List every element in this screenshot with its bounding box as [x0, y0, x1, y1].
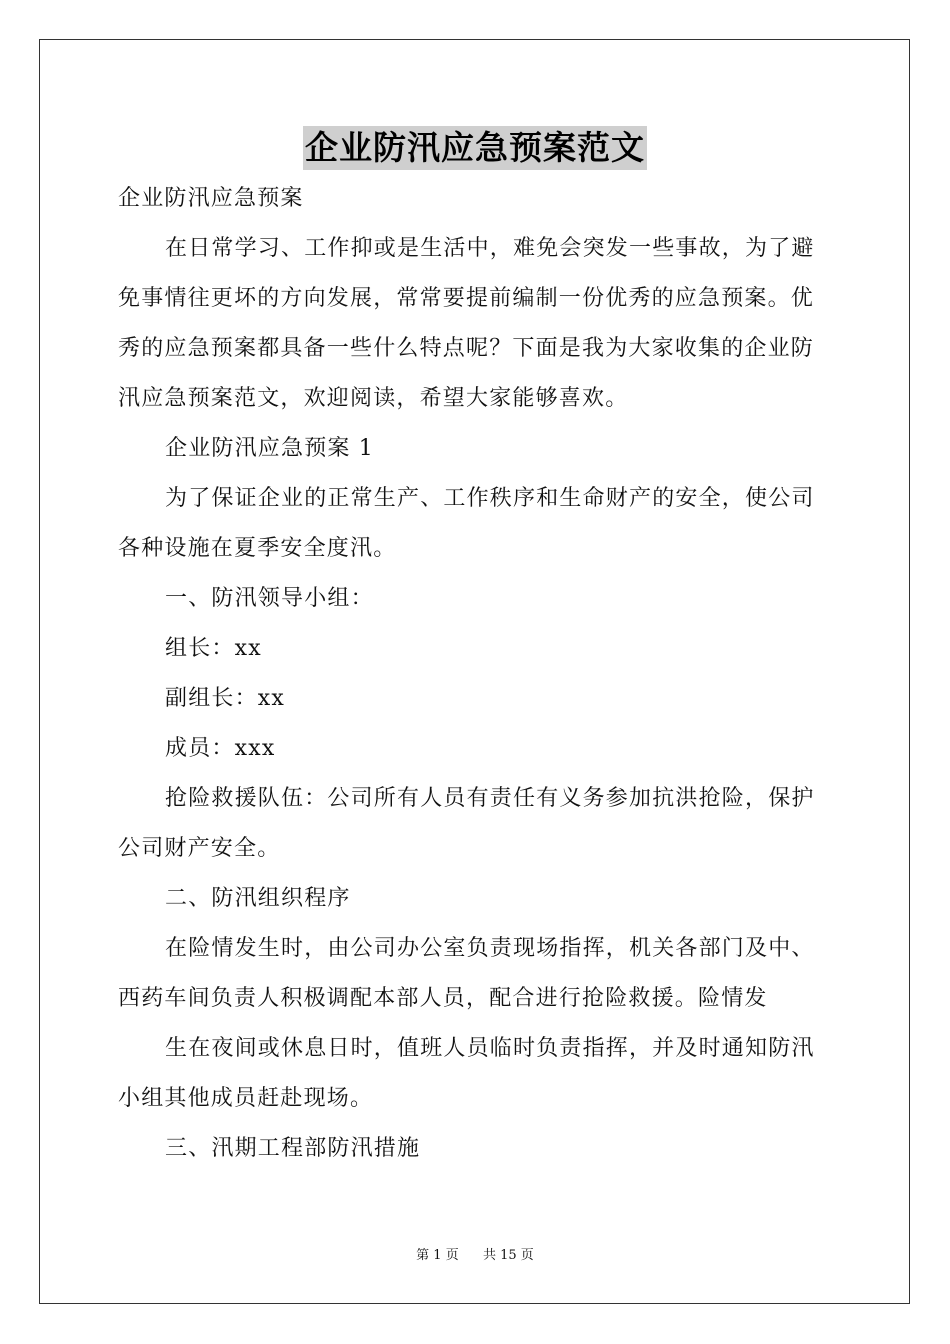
paragraph-line: 成员：xxx	[165, 736, 276, 761]
paragraph-line: 副组长：xx	[165, 686, 286, 711]
page-border	[39, 39, 910, 1304]
section-heading: 企业防汛应急预案 1	[165, 436, 374, 461]
paragraph-line: 在日常学习、工作抑或是生活中，难免会突发一些事故，为了避	[165, 236, 815, 261]
paragraph-line: 汛应急预案范文，欢迎阅读，希望大家能够喜欢。	[118, 386, 629, 411]
paragraph-line: 小组其他成员赶赴现场。	[118, 1086, 374, 1111]
document-title: 企业防汛应急预案范文	[303, 126, 647, 170]
paragraph-line: 秀的应急预案都具备一些什么特点呢？下面是我为大家收集的企业防	[118, 336, 815, 361]
paragraph-line: 为了保证企业的正常生产、工作秩序和生命财产的安全，使公司	[165, 486, 815, 511]
total-pages: 共 15 页	[483, 1248, 534, 1263]
paragraph-line: 在险情发生时，由公司办公室负责现场指挥，机关各部门及中、	[165, 936, 815, 961]
paragraph-line: 西药车间负责人积极调配本部人员，配合进行抢险救援。险情发	[118, 986, 768, 1011]
paragraph-line: 公司财产安全。	[118, 836, 281, 861]
section-heading: 二、防汛组织程序	[165, 886, 351, 911]
paragraph-line: 抢险救援队伍：公司所有人员有责任有义务参加抗洪抢险，保护	[165, 786, 815, 811]
section-heading: 三、汛期工程部防汛措施	[165, 1136, 421, 1161]
paragraph-line: 各种设施在夏季安全度汛。	[118, 536, 397, 561]
paragraph-line: 组长：xx	[165, 636, 262, 661]
title-container	[0, 126, 950, 170]
paragraph-line: 免事情往更坏的方向发展，常常要提前编制一份优秀的应急预案。优	[118, 286, 815, 311]
paragraph-line: 生在夜间或休息日时，值班人员临时负责指挥，并及时通知防汛	[165, 1036, 815, 1061]
page-footer	[0, 1247, 950, 1265]
section-heading: 一、防汛领导小组：	[165, 586, 374, 611]
page-number: 第 1 页	[416, 1248, 459, 1263]
subtitle-line: 企业防汛应急预案	[118, 186, 304, 211]
